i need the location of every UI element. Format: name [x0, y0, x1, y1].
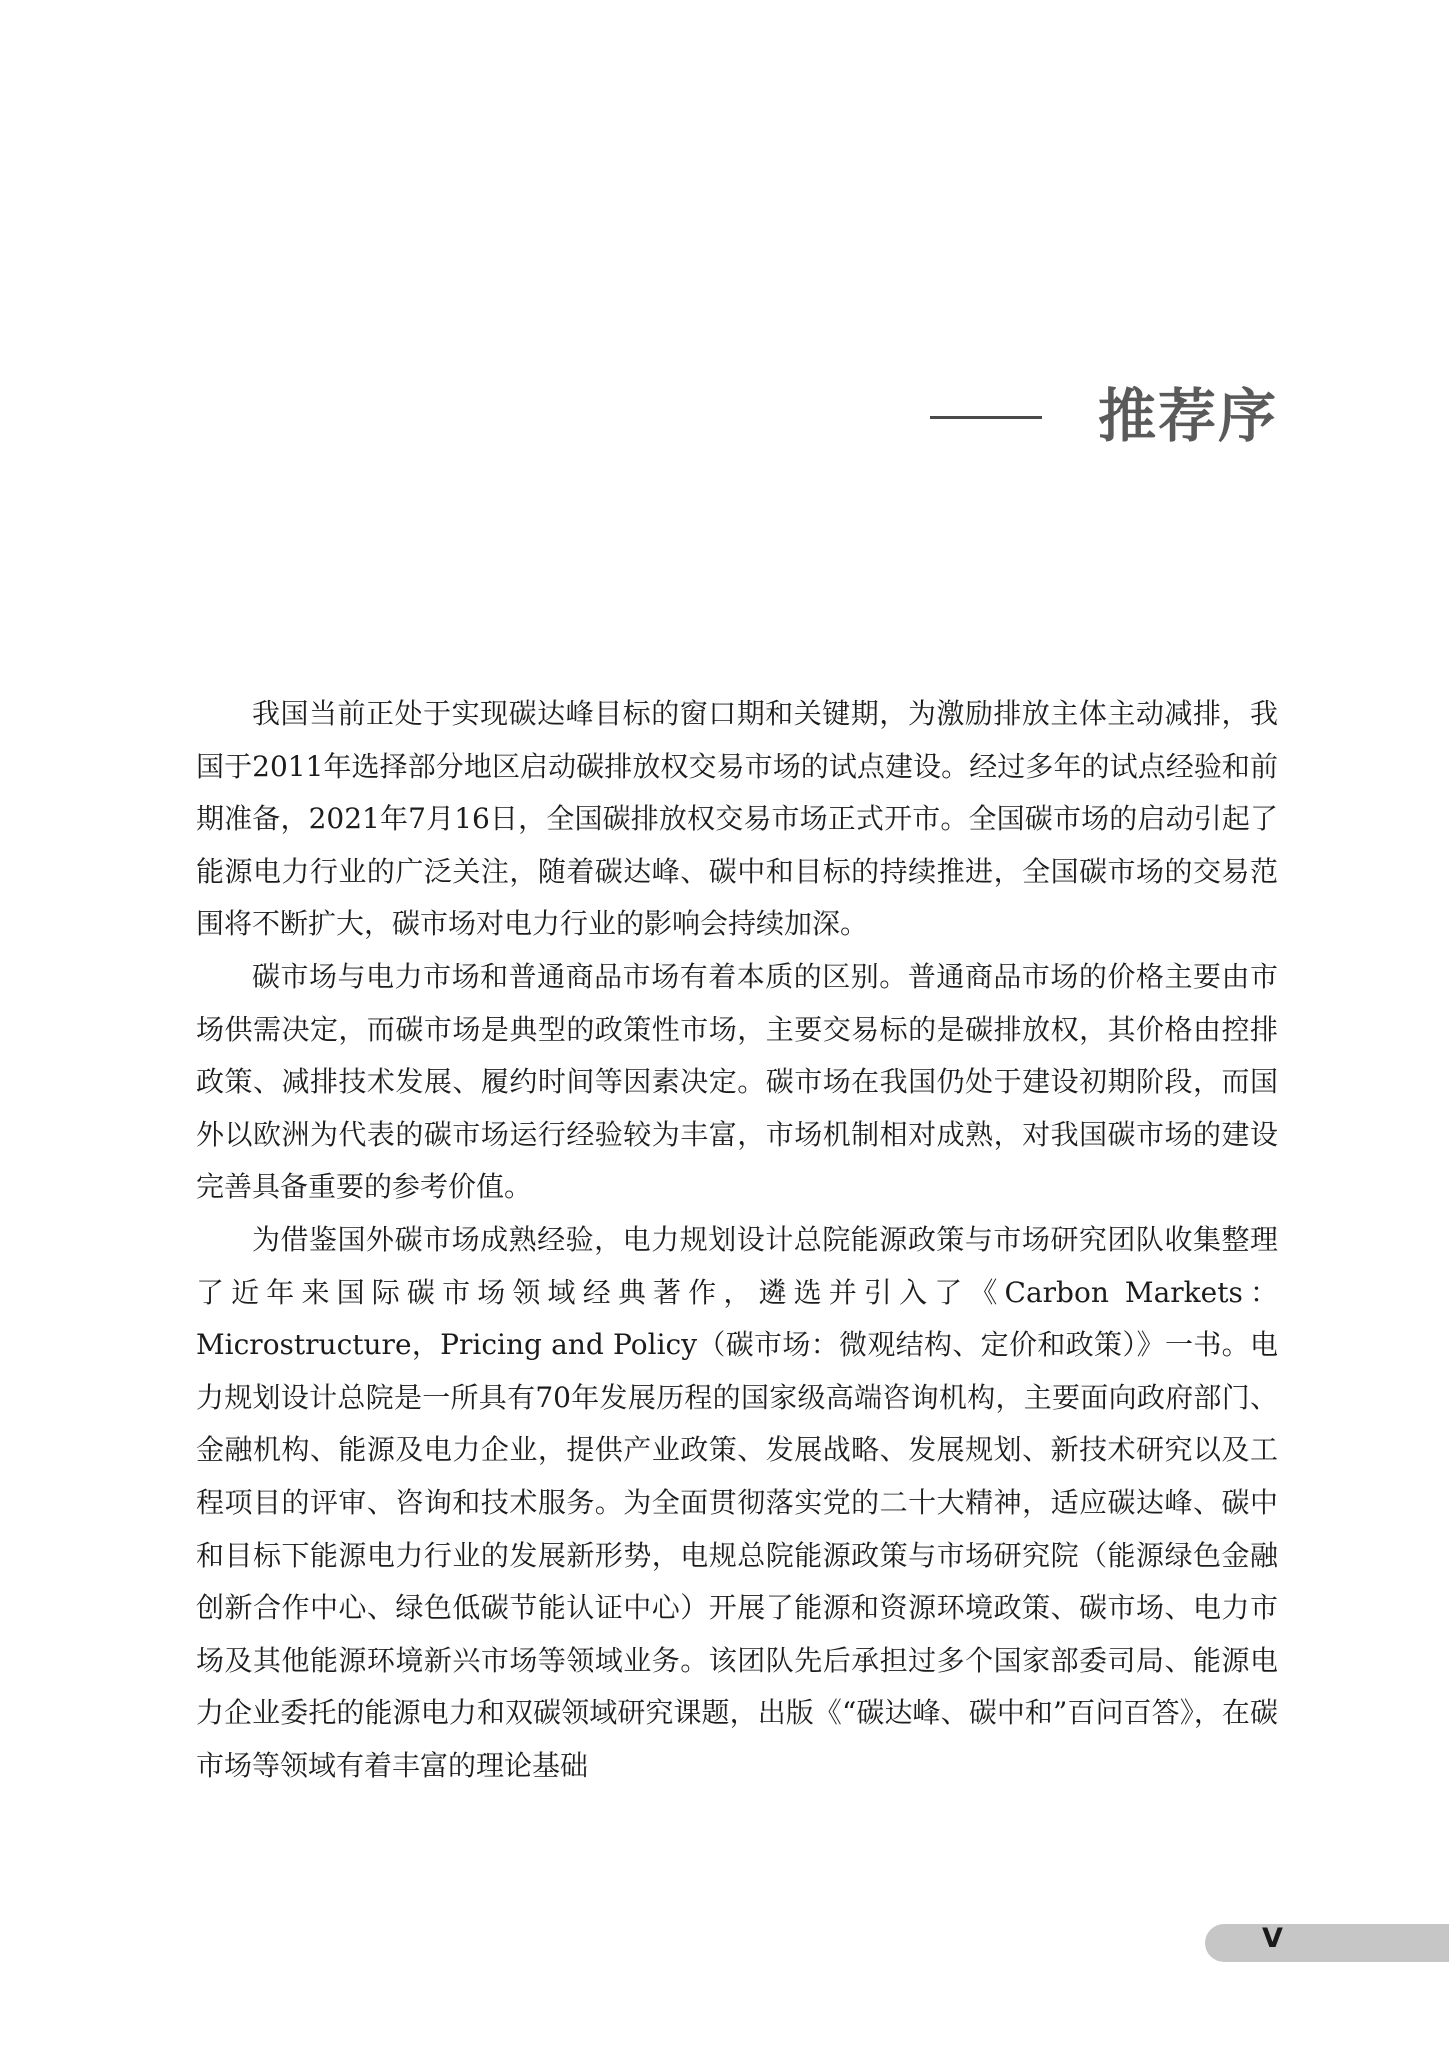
- body-text: [196, 688, 1278, 1792]
- title-rule: [930, 416, 1042, 419]
- page-title: 推荐序: [1098, 382, 1279, 450]
- paragraph: 我国当前正处于实现碳达峰目标的窗口期和关键期，为激励排放主体主动减排，我国于2011年选择部分地区启动碳排放权交易市场的试点建设。经过多年的试点经验和前期准备，2021年7月16日，全国碳排放权交易市场正式开市。全国碳市场的启动引起了能源电力行业的广泛关注，随着碳达峰、碳中和目标的持续推进，全国碳市场的交易范围将不断扩大，碳市场对电力行业的影响会持续加深。: [196, 697, 1278, 941]
- paragraph: 碳市场与电力市场和普通商品市场有着本质的区别。普通商品市场的价格主要由市场供需决定，而碳市场是典型的政策性市场，主要交易标的是碳排放权，其价格由控排政策、减排技术发展、履约时间等因素决定。碳市场在我国仍处于建设初期阶段，而国外以欧洲为代表的碳市场运行经验较为丰富，市场机制相对成熟，对我国碳市场的建设完善具备重要的参考价值。: [196, 959, 1278, 1204]
- paragraph: 为借鉴国外碳市场成熟经验，电力规划设计总院能源政策与市场研究团队收集整理了近年来国际碳市场领域经典著作，遴选并引入了《Carbon Markets：Microstructure，Pricing and Policy（碳市场：微观结构、定价和政策）》一书。电力规划设计总院是一所具有70年发展历程的国家级高端咨询机构，主要面向政府部门、金融机构、能源及电力企业，提供产业政策、发展战略、发展规划、新技术研究以及工程项目的评审、咨询和技术服务。为全面贯彻落实党的二十大精神，适应碳达峰、碳中和目标下能源电力行业的发展新形势，电规总院能源政策与市场研究院（能源绿色金融创新合作中心、绿色低碳节能认证中心）开展了能源和资源环境政策、碳市场、电力市场及其他能源环境新兴市场等领域业务。该团队先后承担过多个国家部委司局、能源电力企业委托的能源电力和双碳领域研究课题，出版《“碳达峰、碳中和”百问百答》，在碳市场等领域有着丰富的理论基础: [196, 1222, 1278, 1782]
- page-number-tab: [1205, 1924, 1449, 1962]
- page-number: V: [1262, 1923, 1283, 1954]
